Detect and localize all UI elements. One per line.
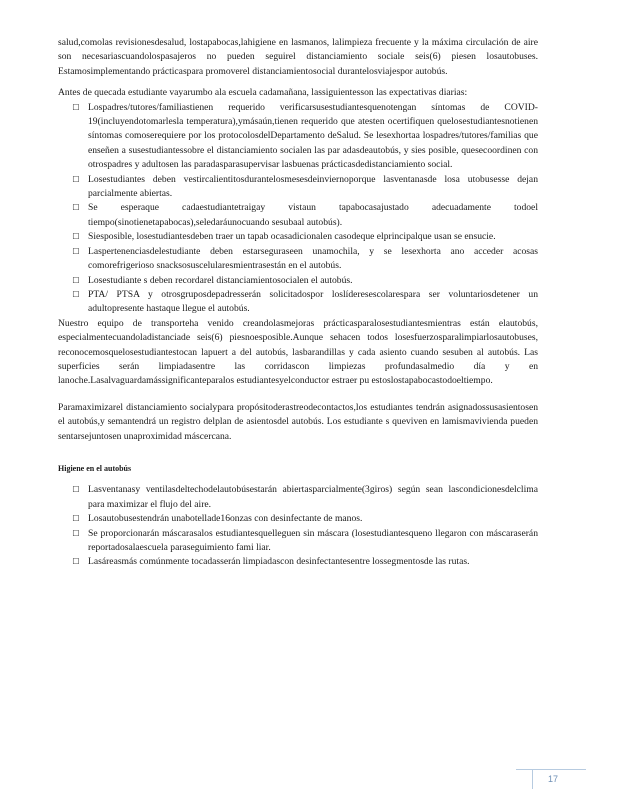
list-item [58, 201, 538, 230]
checkbox-bullet-icon: ☐ [72, 275, 80, 285]
list-item-text: PTA/ PTSA y otrosgruposdepadresserán solicitadospor loslíderesescolarespara ser voluntariosdetener un adultopresente hastaque llegue el autobús. [88, 288, 538, 315]
list-item-text: Se proporcionarán máscarasalos estudiantesquelleguen sin máscara (losestudiantesqueno llegaron con máscaraserán reportadosalaescuela paraseguimiento fami liar. [88, 527, 538, 553]
distancing-paragraph: Paramaximizarel distanciamiento socialypara propósitoderastreodecontactos,los estudiantes tendrán asignadossusasientosen el autobús,y semantendrá un registro delplan de asientosdel autobús. Los estudiante s queviven en lamismavivienda pueden sentarsejuntosen unaproximidad máscercana. [58, 401, 538, 442]
list-item-text: Laspertenenciasdelestudiante deben estarseguraseen unamochila, y se lesexhorta ano acceder acosas comorefrigerioso snacksosuscelularesmientrasestán en el autobús. [88, 245, 538, 272]
list-item [58, 245, 538, 274]
list-item [58, 274, 538, 288]
footer-vertical-rule [532, 769, 533, 789]
list-item [58, 555, 538, 569]
checkbox-bullet-icon: ☐ [72, 232, 80, 242]
list-item [58, 512, 538, 526]
list-item-text: Siesposible, losestudiantesdeben traer un tapab ocasadicionalen casodeque elprincipalque usan se ensucie. [88, 231, 496, 243]
list-item [58, 173, 538, 202]
list-item-text: Lasáreasmás comúnmente tocadasserán limpiadascon desinfectantesentre lossegmentosde las rutas. [88, 556, 470, 568]
checkbox-bullet-icon: ☐ [72, 514, 80, 524]
list-item [58, 483, 538, 512]
checkbox-bullet-icon: ☐ [72, 528, 80, 538]
checkbox-bullet-icon: ☐ [72, 246, 80, 256]
footer-divider [516, 769, 586, 770]
list-item-text: Se esperaque cadaestudiantetraigay vistaun tapabocasajustado adecuadamente todoel tiempo(sinotienetapabocas),seledaráunocuando sesubaal autobús). [88, 202, 538, 228]
checkbox-bullet-icon: ☐ [72, 485, 80, 495]
expectations-list [58, 101, 538, 317]
before-school-paragraph: Antes de quecada estudiante vayarumbo ala escuela cadamañana, lassiguientesson las expectativas diarias: [58, 87, 468, 99]
list-item [58, 230, 538, 244]
checkbox-bullet-icon: ☐ [72, 557, 80, 567]
list-item [58, 527, 538, 556]
list-item [58, 288, 538, 317]
intro-paragraph: salud,comolas revisionesdesalud, lostapabocas,lahigiene en lasmanos, lalimpieza frecuente y la máxima circulación de aire son necesariascuandolospasajeros no pueden seguirel distanciamiento sociale seis(6) piesen losautobuses. Estamosimplementando prácticaspara promoverel distanciamientosocial durantelosviajespor autobús. [58, 37, 538, 77]
document-page [58, 36, 538, 570]
page-number: 17 [548, 774, 559, 784]
list-item-text: Losestudiante s deben recordarel distanciamientosocialen el autobús. [88, 274, 353, 286]
hygiene-heading: Higiene en el autobús [58, 463, 132, 473]
list-item-text: Losautobusestendrán unabotellade16onzas con desinfectante de manos. [88, 513, 363, 525]
list-item-text: Losestudiantes deben vestircalientitosdurantelosmesesdeinviernoporque lasventanasde losa utobusesse dejan parcialmente abiertas. [88, 173, 538, 200]
list-item [58, 101, 538, 173]
checkbox-bullet-icon: ☐ [72, 289, 80, 299]
checkbox-bullet-icon: ☐ [72, 174, 80, 184]
hygiene-list [58, 483, 538, 569]
list-item-text: Lasventanasy ventilasdeltechodelautobúsestarán abiertasparcialmente(3giros) según sean lascondicionesdelclima para maximizar el flujo del aire. [88, 484, 538, 510]
list-item-text: Lospadres/tutores/familiastienen requerido verificarsusestudiantesquenotengan síntomas de COVID-19(incluyendotomarlesla temperatura),ymásaún,tienen requerido que atesten ocertifiquen quelosestudiantesnotienen síntomas comoserequiere por los protocolosdelDepartamento deSalud. Se lesexhortaa lospadres/tutores/familias que enseñen a susestudiantessobre el distanciamiento socialen las par adasdeautobús, y sies posible, quesecoordinen con otrospadres y adultosen las paradasparasupervisar lasbuenas prácticasdedistanciamiento social. [88, 101, 538, 171]
checkbox-bullet-icon: ☐ [72, 203, 80, 213]
transport-team-paragraph: Nuestro equipo de transporteha venido creandolasmejoras prácticasparalosestudiantesmientras están elautobús, especialmentecuandoladistanciade seis(6) piesnoesposible.Aunque sehacen todos losesfuerzosparalimpiarlosautobuses, reconocemosquelosestudiantestocan lapuert a del autobús, lasbarandillas y cada asiento cuando sesuben al autobús. Las superficies serán limpiadasentre las corridascon limpiezas profundasalmedio día y en lanoche.Lasalvaguardamássignificanteparalos estudiantesyelconductor estraer pu estoslostapabocastodoeltiempo. [58, 317, 538, 387]
checkbox-bullet-icon: ☐ [72, 102, 80, 112]
